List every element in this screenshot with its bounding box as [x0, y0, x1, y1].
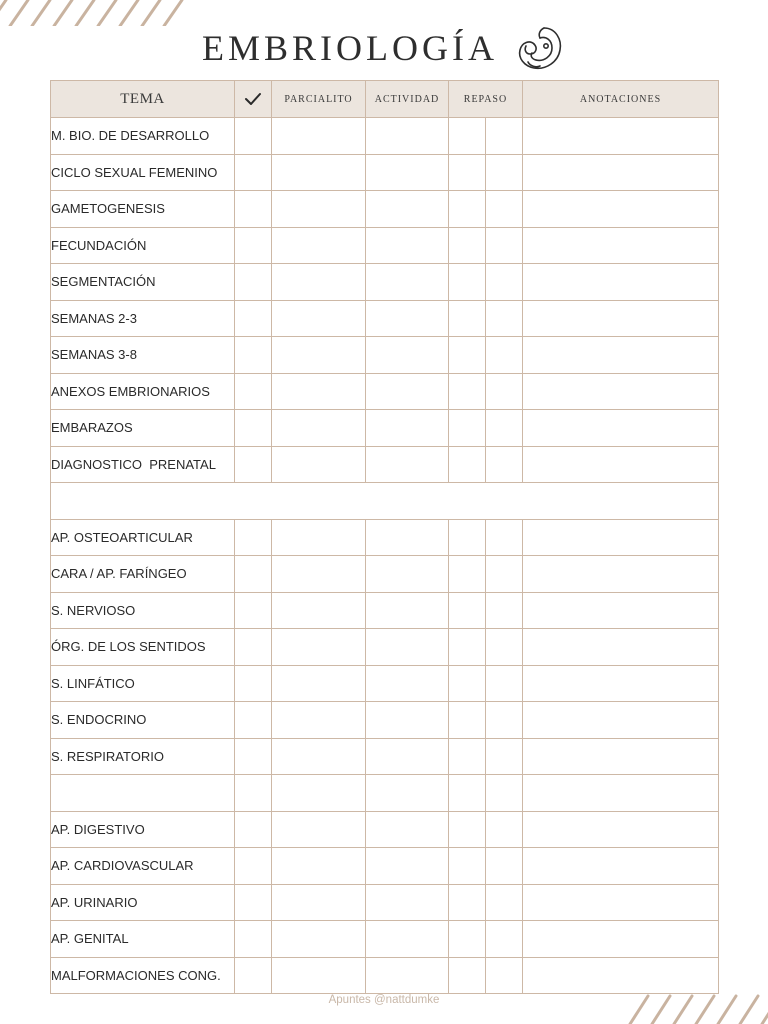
actividad-cell[interactable]: [366, 848, 449, 885]
repaso-cell-1[interactable]: [449, 884, 486, 921]
actividad-cell[interactable]: [366, 118, 449, 155]
topic-cell: CICLO SEXUAL FEMENINO: [51, 154, 235, 191]
repaso-cell-1[interactable]: [449, 921, 486, 958]
header-anotaciones: ANOTACIONES: [523, 81, 719, 118]
topic-cell: EMBARAZOS: [51, 410, 235, 447]
parcialito-cell[interactable]: [272, 373, 366, 410]
table-row: [51, 738, 719, 775]
repaso-cell-1[interactable]: [449, 848, 486, 885]
check-cell[interactable]: [235, 337, 272, 374]
parcialito-cell[interactable]: [272, 775, 366, 812]
actividad-cell[interactable]: [366, 592, 449, 629]
parcialito-cell[interactable]: [272, 337, 366, 374]
topic-cell: AP. GENITAL: [51, 921, 235, 958]
check-cell[interactable]: [235, 154, 272, 191]
actividad-cell[interactable]: [366, 337, 449, 374]
section-separator-row: [51, 483, 719, 520]
repaso-cell-2[interactable]: [486, 592, 523, 629]
anotaciones-cell[interactable]: [523, 957, 719, 994]
actividad-cell[interactable]: [366, 264, 449, 301]
check-cell[interactable]: [235, 264, 272, 301]
repaso-cell-1[interactable]: [449, 410, 486, 447]
actividad-cell[interactable]: [366, 738, 449, 775]
footer-credit: Apuntes @nattdumke: [328, 994, 440, 1006]
repaso-cell-2[interactable]: [486, 957, 523, 994]
anotaciones-cell[interactable]: [523, 264, 719, 301]
actividad-cell[interactable]: [366, 410, 449, 447]
repaso-cell-2[interactable]: [486, 629, 523, 666]
repaso-cell-2[interactable]: [486, 337, 523, 374]
repaso-cell-2[interactable]: [486, 884, 523, 921]
check-cell[interactable]: [235, 702, 272, 739]
repaso-cell-1[interactable]: [449, 811, 486, 848]
check-cell[interactable]: [235, 884, 272, 921]
anotaciones-cell[interactable]: [523, 848, 719, 885]
repaso-cell-1[interactable]: [449, 738, 486, 775]
anotaciones-cell[interactable]: [523, 154, 719, 191]
repaso-cell-1[interactable]: [449, 556, 486, 593]
repaso-cell-2[interactable]: [486, 848, 523, 885]
anotaciones-cell[interactable]: [523, 884, 719, 921]
table-row: [51, 665, 719, 702]
parcialito-cell[interactable]: [272, 264, 366, 301]
table-row: [51, 191, 719, 228]
topic-cell: MALFORMACIONES CONG.: [51, 957, 235, 994]
topic-cell: S. LINFÁTICO: [51, 665, 235, 702]
parcialito-cell[interactable]: [272, 446, 366, 483]
anotaciones-cell[interactable]: [523, 337, 719, 374]
check-cell[interactable]: [235, 410, 272, 447]
actividad-cell[interactable]: [366, 556, 449, 593]
anotaciones-cell[interactable]: [523, 738, 719, 775]
anotaciones-cell[interactable]: [523, 118, 719, 155]
topic-cell: GAMETOGENESIS: [51, 191, 235, 228]
topic-cell: SEMANAS 2-3: [51, 300, 235, 337]
repaso-cell-1[interactable]: [449, 118, 486, 155]
topic-cell: AP. CARDIOVASCULAR: [51, 848, 235, 885]
repaso-cell-2[interactable]: [486, 665, 523, 702]
repaso-cell-2[interactable]: [486, 775, 523, 812]
repaso-cell-2[interactable]: [486, 373, 523, 410]
actividad-cell[interactable]: [366, 775, 449, 812]
topic-cell-empty[interactable]: [51, 775, 235, 812]
header-check: [235, 81, 272, 118]
actividad-cell[interactable]: [366, 300, 449, 337]
parcialito-cell[interactable]: [272, 556, 366, 593]
anotaciones-cell[interactable]: [523, 191, 719, 228]
topic-cell: FECUNDACIÓN: [51, 227, 235, 264]
actividad-cell[interactable]: [366, 921, 449, 958]
check-cell[interactable]: [235, 921, 272, 958]
anotaciones-cell[interactable]: [523, 921, 719, 958]
actividad-cell[interactable]: [366, 191, 449, 228]
repaso-cell-1[interactable]: [449, 665, 486, 702]
parcialito-cell[interactable]: [272, 702, 366, 739]
table-row: [51, 227, 719, 264]
repaso-cell-1[interactable]: [449, 264, 486, 301]
parcialito-cell[interactable]: [272, 300, 366, 337]
table-row: [51, 264, 719, 301]
header-row: [51, 81, 719, 118]
repaso-cell-1[interactable]: [449, 191, 486, 228]
topic-cell: ANEXOS EMBRIONARIOS: [51, 373, 235, 410]
check-cell[interactable]: [235, 848, 272, 885]
header-tema: TEMA: [51, 81, 235, 118]
parcialito-cell[interactable]: [272, 118, 366, 155]
anotaciones-cell[interactable]: [523, 702, 719, 739]
page-title: EMBRIOLOGÍA: [202, 28, 498, 68]
repaso-cell-1[interactable]: [449, 629, 486, 666]
table-row: [51, 337, 719, 374]
table-row: [51, 446, 719, 483]
anotaciones-cell[interactable]: [523, 373, 719, 410]
parcialito-cell[interactable]: [272, 884, 366, 921]
table-row: [51, 884, 719, 921]
repaso-cell-1[interactable]: [449, 957, 486, 994]
table-row: [51, 300, 719, 337]
anotaciones-cell[interactable]: [523, 775, 719, 812]
section-separator: [51, 483, 719, 520]
repaso-cell-2[interactable]: [486, 738, 523, 775]
actividad-cell[interactable]: [366, 702, 449, 739]
anotaciones-cell[interactable]: [523, 592, 719, 629]
check-cell[interactable]: [235, 191, 272, 228]
actividad-cell[interactable]: [366, 629, 449, 666]
check-cell[interactable]: [235, 592, 272, 629]
repaso-cell-2[interactable]: [486, 702, 523, 739]
decorative-stripes-bottom-right: [628, 994, 768, 1024]
actividad-cell[interactable]: [366, 154, 449, 191]
repaso-cell-2[interactable]: [486, 227, 523, 264]
parcialito-cell[interactable]: [272, 629, 366, 666]
check-cell[interactable]: [235, 665, 272, 702]
anotaciones-cell[interactable]: [523, 665, 719, 702]
header-repaso: REPASO: [449, 81, 523, 118]
table-row: [51, 957, 719, 994]
checkmark-icon: [244, 92, 262, 106]
repaso-cell-2[interactable]: [486, 191, 523, 228]
check-cell[interactable]: [235, 373, 272, 410]
check-cell[interactable]: [235, 629, 272, 666]
repaso-cell-1[interactable]: [449, 227, 486, 264]
repaso-cell-1[interactable]: [449, 154, 486, 191]
parcialito-cell[interactable]: [272, 665, 366, 702]
repaso-cell-2[interactable]: [486, 410, 523, 447]
repaso-cell-1[interactable]: [449, 373, 486, 410]
actividad-cell[interactable]: [366, 957, 449, 994]
parcialito-cell[interactable]: [272, 227, 366, 264]
repaso-cell-2[interactable]: [486, 811, 523, 848]
table-row: [51, 519, 719, 556]
topic-cell: SEGMENTACIÓN: [51, 264, 235, 301]
check-cell[interactable]: [235, 957, 272, 994]
actividad-cell[interactable]: [366, 811, 449, 848]
parcialito-cell[interactable]: [272, 957, 366, 994]
parcialito-cell[interactable]: [272, 738, 366, 775]
topic-cell: M. BIO. DE DESARROLLO: [51, 118, 235, 155]
parcialito-cell[interactable]: [272, 519, 366, 556]
table-row: [51, 629, 719, 666]
check-cell[interactable]: [235, 118, 272, 155]
table-row: [51, 848, 719, 885]
actividad-cell[interactable]: [366, 884, 449, 921]
anotaciones-cell[interactable]: [523, 410, 719, 447]
check-cell[interactable]: [235, 227, 272, 264]
header-parcialito: PARCIALITO: [272, 81, 366, 118]
parcialito-cell[interactable]: [272, 410, 366, 447]
topic-cell: AP. URINARIO: [51, 884, 235, 921]
actividad-cell[interactable]: [366, 519, 449, 556]
check-cell[interactable]: [235, 446, 272, 483]
anotaciones-cell[interactable]: [523, 629, 719, 666]
anotaciones-cell[interactable]: [523, 519, 719, 556]
parcialito-cell[interactable]: [272, 592, 366, 629]
repaso-cell-2[interactable]: [486, 519, 523, 556]
anotaciones-cell[interactable]: [523, 300, 719, 337]
table-row: [51, 118, 719, 155]
title-area: [0, 20, 768, 76]
table-row: [51, 410, 719, 447]
table-row: [51, 811, 719, 848]
topic-cell: DIAGNOSTICO PRENATAL: [51, 446, 235, 483]
repaso-cell-2[interactable]: [486, 921, 523, 958]
table-row: [51, 592, 719, 629]
empty-row: [51, 775, 719, 812]
actividad-cell[interactable]: [366, 227, 449, 264]
repaso-cell-2[interactable]: [486, 264, 523, 301]
anotaciones-cell[interactable]: [523, 446, 719, 483]
topic-cell: S. RESPIRATORIO: [51, 738, 235, 775]
parcialito-cell[interactable]: [272, 191, 366, 228]
check-cell[interactable]: [235, 811, 272, 848]
study-planner-table: [50, 80, 719, 994]
repaso-cell-1[interactable]: [449, 446, 486, 483]
parcialito-cell[interactable]: [272, 921, 366, 958]
repaso-cell-1[interactable]: [449, 702, 486, 739]
repaso-cell-2[interactable]: [486, 446, 523, 483]
table-row: [51, 702, 719, 739]
check-cell[interactable]: [235, 556, 272, 593]
topic-cell: S. NERVIOSO: [51, 592, 235, 629]
repaso-cell-2[interactable]: [486, 154, 523, 191]
check-cell[interactable]: [235, 775, 272, 812]
parcialito-cell[interactable]: [272, 154, 366, 191]
actividad-cell[interactable]: [366, 373, 449, 410]
anotaciones-cell[interactable]: [523, 556, 719, 593]
repaso-cell-1[interactable]: [449, 592, 486, 629]
check-cell[interactable]: [235, 300, 272, 337]
actividad-cell[interactable]: [366, 446, 449, 483]
check-cell[interactable]: [235, 738, 272, 775]
anotaciones-cell[interactable]: [523, 227, 719, 264]
repaso-cell-2[interactable]: [486, 556, 523, 593]
repaso-cell-1[interactable]: [449, 337, 486, 374]
topic-cell: S. ENDOCRINO: [51, 702, 235, 739]
anotaciones-cell[interactable]: [523, 811, 719, 848]
topic-cell: ÓRG. DE LOS SENTIDOS: [51, 629, 235, 666]
repaso-cell-1[interactable]: [449, 300, 486, 337]
table-row: [51, 921, 719, 958]
table-row: [51, 154, 719, 191]
table-row: [51, 556, 719, 593]
topic-cell: CARA / AP. FARÍNGEO: [51, 556, 235, 593]
repaso-cell-1[interactable]: [449, 519, 486, 556]
parcialito-cell[interactable]: [272, 848, 366, 885]
topic-cell: AP. OSTEOARTICULAR: [51, 519, 235, 556]
topic-cell: AP. DIGESTIVO: [51, 811, 235, 848]
table-row: [51, 373, 719, 410]
header-actividad: ACTIVIDAD: [366, 81, 449, 118]
parcialito-cell[interactable]: [272, 811, 366, 848]
topic-cell: SEMANAS 3-8: [51, 337, 235, 374]
check-cell[interactable]: [235, 519, 272, 556]
actividad-cell[interactable]: [366, 665, 449, 702]
repaso-cell-2[interactable]: [486, 118, 523, 155]
repaso-cell-2[interactable]: [486, 300, 523, 337]
repaso-cell-1[interactable]: [449, 775, 486, 812]
embryo-icon: [514, 22, 566, 74]
